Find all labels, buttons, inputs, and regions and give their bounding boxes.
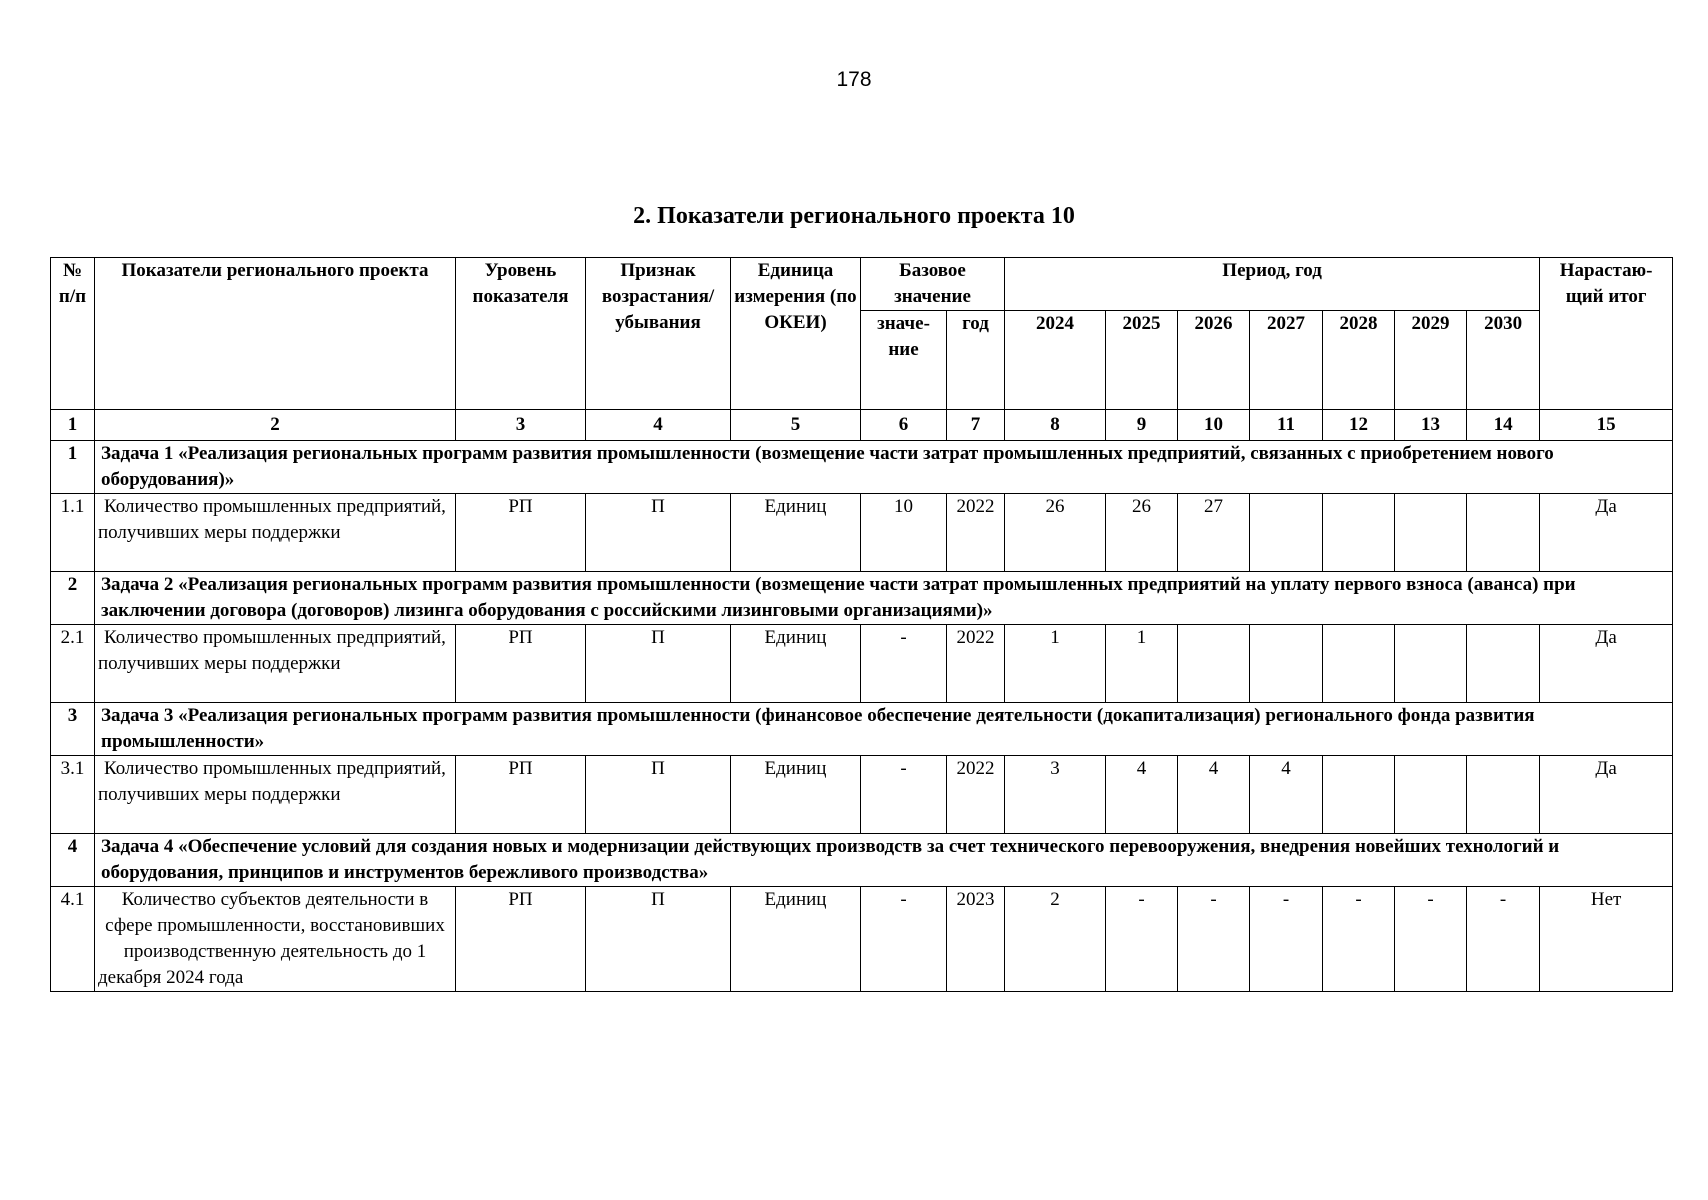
column-number: 14 bbox=[1467, 410, 1540, 441]
header-year: 2028 bbox=[1323, 311, 1395, 410]
indicator-name: Количество субъектов деятельности в сфере промышленности, восстановивших производственную деятельность до 1 декабря 2024 года bbox=[95, 887, 456, 992]
indicator-sign: П bbox=[586, 625, 731, 703]
task-text: Задача 1 «Реализация региональных программ развития промышленности (возмещение части затрат промышленных предприятий, связанных с приобретением нового оборудования)» bbox=[95, 441, 1673, 494]
indicator-base-year: 2022 bbox=[947, 494, 1005, 572]
indicator-base-value: 10 bbox=[861, 494, 947, 572]
indicator-year-value: 4 bbox=[1250, 756, 1323, 834]
indicator-cumulative: Нет bbox=[1540, 887, 1673, 992]
indicator-year-value: - bbox=[1178, 887, 1250, 992]
indicator-num: 2.1 bbox=[51, 625, 95, 703]
indicator-num: 1.1 bbox=[51, 494, 95, 572]
indicator-year-value: 26 bbox=[1005, 494, 1106, 572]
indicator-year-value: 2 bbox=[1005, 887, 1106, 992]
indicator-year-value: 1 bbox=[1106, 625, 1178, 703]
indicator-name: Количество промышленных предприятий, получивших меры поддержки bbox=[95, 625, 456, 703]
indicator-cumulative: Да bbox=[1540, 756, 1673, 834]
indicator-year-value: 4 bbox=[1178, 756, 1250, 834]
indicator-year-value bbox=[1395, 625, 1467, 703]
indicator-unit: Единиц bbox=[731, 494, 861, 572]
indicator-year-value bbox=[1323, 756, 1395, 834]
indicator-year-value bbox=[1395, 494, 1467, 572]
indicator-base-value: - bbox=[861, 625, 947, 703]
indicator-year-value: 26 bbox=[1106, 494, 1178, 572]
task-num: 1 bbox=[51, 441, 95, 494]
indicator-base-value: - bbox=[861, 887, 947, 992]
header-indicator: Показатели регионального проекта bbox=[95, 258, 456, 410]
indicator-base-year: 2023 bbox=[947, 887, 1005, 992]
column-number: 4 bbox=[586, 410, 731, 441]
indicator-sign: П bbox=[586, 756, 731, 834]
indicator-sign: П bbox=[586, 494, 731, 572]
header-base-year: год bbox=[947, 311, 1005, 410]
indicator-row bbox=[51, 625, 1673, 703]
task-text: Задача 2 «Реализация региональных программ развития промышленности (возмещение части затрат промышленных предприятий на уплату первого взноса (аванса) при заключении договора (договоров) лизинга оборудования с российскими лизинговыми организациями)» bbox=[95, 572, 1673, 625]
indicator-unit: Единиц bbox=[731, 756, 861, 834]
column-number: 13 bbox=[1395, 410, 1467, 441]
column-number: 8 bbox=[1005, 410, 1106, 441]
indicator-row bbox=[51, 494, 1673, 572]
header-cumulative: Нарастаю-щий итог bbox=[1540, 258, 1673, 410]
indicator-year-value: 4 bbox=[1106, 756, 1178, 834]
task-row bbox=[51, 441, 1673, 494]
column-number: 5 bbox=[731, 410, 861, 441]
column-number: 1 bbox=[51, 410, 95, 441]
indicator-year-value: - bbox=[1323, 887, 1395, 992]
column-number: 11 bbox=[1250, 410, 1323, 441]
indicator-year-value: - bbox=[1250, 887, 1323, 992]
indicator-base-value: - bbox=[861, 756, 947, 834]
column-number: 6 bbox=[861, 410, 947, 441]
header-year: 2030 bbox=[1467, 311, 1540, 410]
indicator-year-value bbox=[1467, 494, 1540, 572]
indicator-sign: П bbox=[586, 887, 731, 992]
column-number: 3 bbox=[456, 410, 586, 441]
indicators-table bbox=[50, 257, 1673, 992]
indicator-unit: Единиц bbox=[731, 625, 861, 703]
column-number: 12 bbox=[1323, 410, 1395, 441]
column-number: 10 bbox=[1178, 410, 1250, 441]
header-year: 2027 bbox=[1250, 311, 1323, 410]
indicator-year-value bbox=[1250, 625, 1323, 703]
task-num: 4 bbox=[51, 834, 95, 887]
indicator-year-value: - bbox=[1395, 887, 1467, 992]
header-year: 2024 bbox=[1005, 311, 1106, 410]
indicator-level: РП bbox=[456, 887, 586, 992]
task-row bbox=[51, 572, 1673, 625]
indicator-num: 3.1 bbox=[51, 756, 95, 834]
section-title: 2. Показатели регионального проекта 10 bbox=[633, 203, 1075, 229]
indicator-year-value: - bbox=[1106, 887, 1178, 992]
indicator-year-value bbox=[1395, 756, 1467, 834]
header-base-value: значе-ние bbox=[861, 311, 947, 410]
indicator-year-value: 3 bbox=[1005, 756, 1106, 834]
column-number: 2 bbox=[95, 410, 456, 441]
indicator-year-value bbox=[1323, 494, 1395, 572]
indicator-year-value bbox=[1467, 625, 1540, 703]
indicator-year-value bbox=[1178, 625, 1250, 703]
indicator-name: Количество промышленных предприятий, получивших меры поддержки bbox=[95, 494, 456, 572]
task-num: 2 bbox=[51, 572, 95, 625]
indicator-num: 4.1 bbox=[51, 887, 95, 992]
task-text: Задача 3 «Реализация региональных программ развития промышленности (финансовое обеспечение деятельности (докапитализация) регионального фонда развития промышленности» bbox=[95, 703, 1673, 756]
indicator-base-year: 2022 bbox=[947, 625, 1005, 703]
indicator-level: РП bbox=[456, 625, 586, 703]
header-year: 2025 bbox=[1106, 311, 1178, 410]
task-row bbox=[51, 834, 1673, 887]
header-year: 2029 bbox=[1395, 311, 1467, 410]
header-level: Уровень показателя bbox=[456, 258, 586, 410]
indicator-level: РП bbox=[456, 494, 586, 572]
header-base: Базовое значение bbox=[861, 258, 1005, 311]
indicator-unit: Единиц bbox=[731, 887, 861, 992]
indicator-row bbox=[51, 756, 1673, 834]
column-number: 9 bbox=[1106, 410, 1178, 441]
task-row bbox=[51, 703, 1673, 756]
column-number: 15 bbox=[1540, 410, 1673, 441]
column-number: 7 bbox=[947, 410, 1005, 441]
indicator-year-value bbox=[1467, 756, 1540, 834]
indicator-year-value: - bbox=[1467, 887, 1540, 992]
header-year: 2026 bbox=[1178, 311, 1250, 410]
header-period: Период, год bbox=[1005, 258, 1540, 311]
indicator-cumulative: Да bbox=[1540, 494, 1673, 572]
header-num: № п/п bbox=[51, 258, 95, 410]
indicator-year-value bbox=[1323, 625, 1395, 703]
header-sign: Признак возрастания/ убывания bbox=[586, 258, 731, 410]
column-number-row bbox=[51, 410, 1673, 441]
indicator-level: РП bbox=[456, 756, 586, 834]
indicator-year-value bbox=[1250, 494, 1323, 572]
indicator-year-value: 1 bbox=[1005, 625, 1106, 703]
page-number: 178 bbox=[836, 68, 872, 91]
task-num: 3 bbox=[51, 703, 95, 756]
indicator-cumulative: Да bbox=[1540, 625, 1673, 703]
header-unit: Единица измерения (по ОКЕИ) bbox=[731, 258, 861, 410]
indicator-year-value: 27 bbox=[1178, 494, 1250, 572]
task-text: Задача 4 «Обеспечение условий для создания новых и модернизации действующих производств за счет технического перевооружения, внедрения новейших технологий и оборудования, принципов и инструментов бережливого производства» bbox=[95, 834, 1673, 887]
indicator-base-year: 2022 bbox=[947, 756, 1005, 834]
indicator-row bbox=[51, 887, 1673, 992]
indicator-name: Количество промышленных предприятий, получивших меры поддержки bbox=[95, 756, 456, 834]
